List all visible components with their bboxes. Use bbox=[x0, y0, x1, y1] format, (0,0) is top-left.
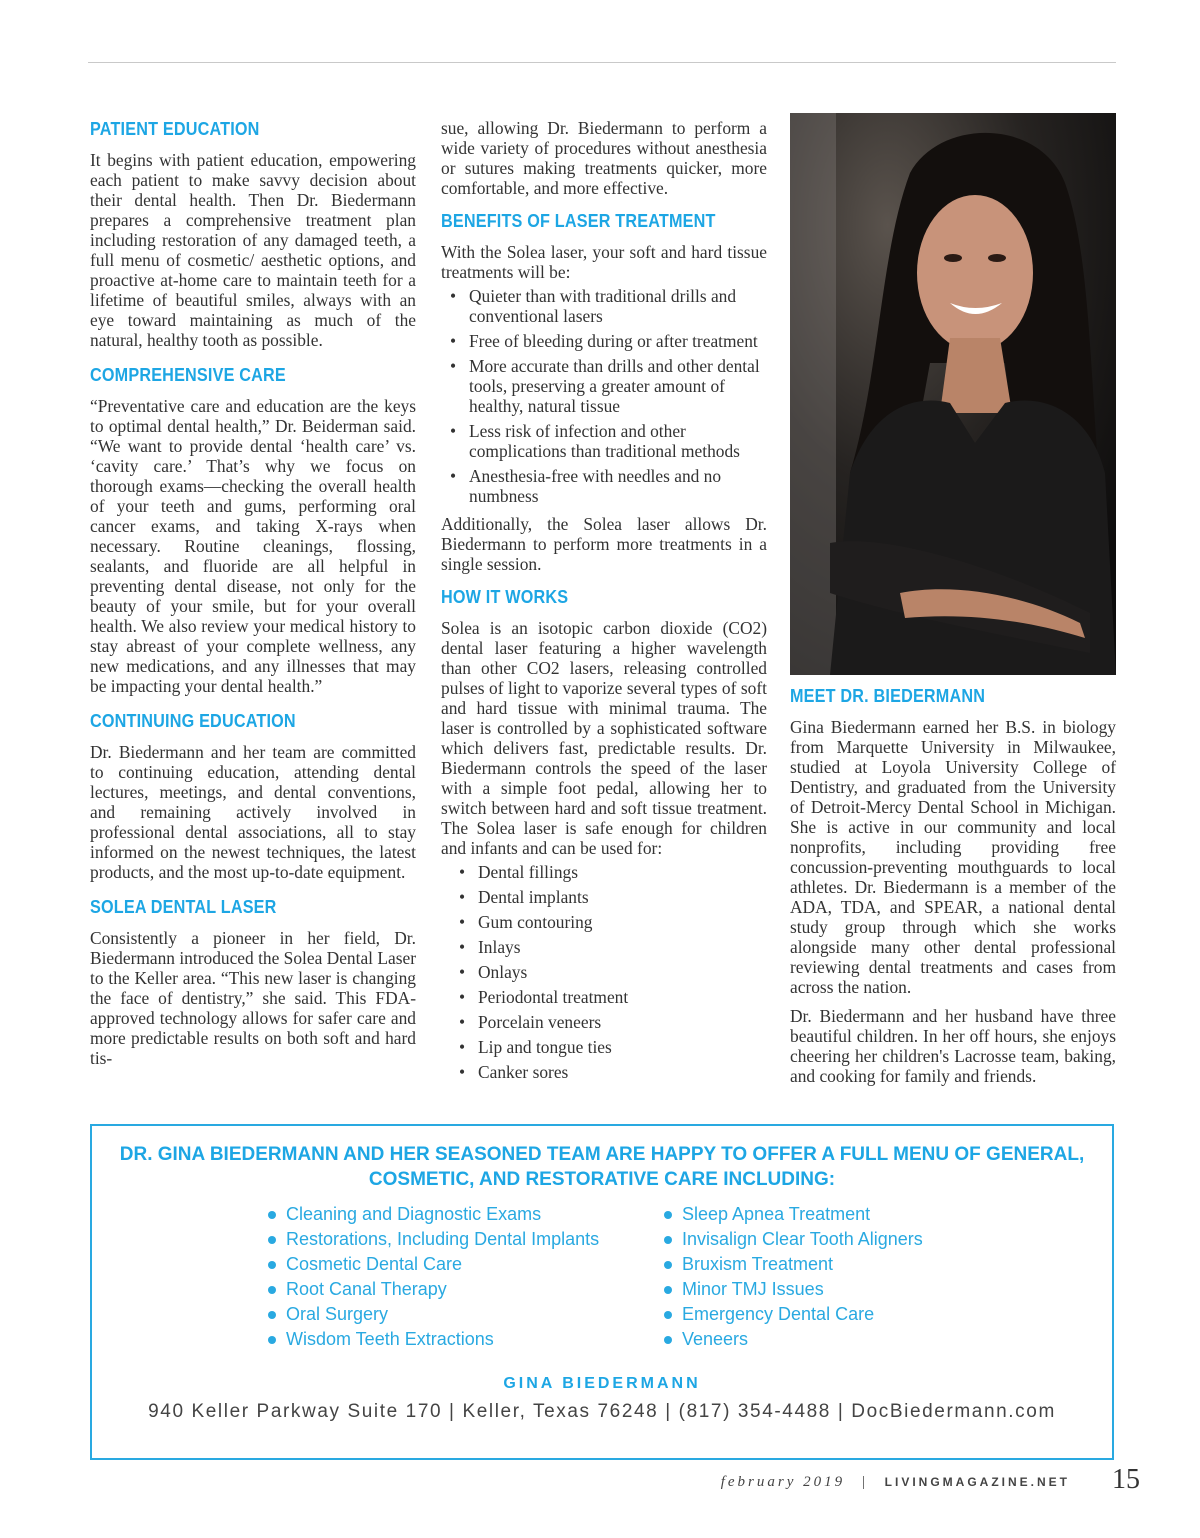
list-item: • Periodontal treatment bbox=[441, 987, 767, 1007]
callout-heading-line-1: DR. GINA BIEDERMANN AND HER SEASONED TEAM ARE HAPPY TO OFFER A FULL MENU OF GENERAL, bbox=[119, 1144, 1085, 1165]
benefits-outro: Additionally, the Solea laser allows Dr. Biedermann to perform more treatments in a single session. bbox=[441, 514, 767, 574]
solea-heading: SOLEA DENTAL LASER bbox=[90, 897, 277, 917]
benefits-heading: BENEFITS OF LASER TREATMENT bbox=[441, 211, 716, 231]
list-item: • Free of bleeding during or after treatment bbox=[441, 331, 767, 351]
services-callout-box bbox=[90, 1124, 1114, 1460]
footer-separator: | bbox=[861, 1474, 868, 1490]
comprehensive-care-heading: COMPREHENSIVE CARE bbox=[90, 365, 286, 385]
patient-education-body: It begins with patient education, empowering each patient to make savvy decision about their dental health. Then Dr. Biedermann prepares a comprehensive treatment plan including restoration of any damaged teeth, a full menu of cosmetic/ aesthetic options, and proactive at-home care to maintain teeth for a lifetime of beautiful smiles, always with an eye toward maintaining as much of the natural, healthy tooth as possible. bbox=[90, 150, 416, 350]
services-list-right bbox=[664, 1202, 923, 1352]
list-item: • Inlays bbox=[441, 937, 767, 957]
list-item: Bruxism Treatment bbox=[664, 1252, 923, 1277]
list-item: Wisdom Teeth Extractions bbox=[268, 1327, 599, 1352]
meet-section bbox=[790, 685, 1116, 1095]
benefits-list bbox=[441, 286, 767, 506]
meet-body: Gina Biedermann earned her B.S. in biology from Marquette University in Milwaukee, studied at Loyola University College of Dentistry, and graduated from the University of Detroit-Mercy Dental School in Michigan. She is active in our community and local nonprofits, including providing free concussion-preventing mouthguards to local athletes. Dr. Biedermann is a member of the ADA, TDA, and SPEAR, a national dental study group through which she works alongside many other dental professional reviewing dental treatments and cases from across the nation. bbox=[790, 717, 1116, 997]
how-it-works-heading: HOW IT WORKS bbox=[441, 587, 569, 607]
list-item: • Quieter than with traditional drills and conventional lasers bbox=[441, 286, 767, 326]
continuing-education-heading: CONTINUING EDUCATION bbox=[90, 711, 296, 731]
comprehensive-care-body: “Preventative care and education are the keys to optimal dental health,” Dr. Beiderman said. “We want to provide dental ‘health care’ vs. ‘cavity care.’ That’s why we focus on thorough exams—checking the overall health of your teeth and gums, performing oral cancer exams, and taking X-rays when necessary. Routine cleanings, flossing, sealants, and fluoride are all helpful in preventing dental disease, not only for the beauty of your smile, but for your overall health. We also review your medical history to stay abreast of your complete wellness, any new medications, and any illnesses that may be impacting your dental health.” bbox=[90, 396, 416, 696]
column-2 bbox=[441, 118, 767, 1090]
magazine-site: LIVINGMAGAZINE.NET bbox=[884, 1475, 1070, 1489]
page-footer bbox=[721, 1474, 1070, 1491]
page-number: 15 bbox=[1112, 1464, 1140, 1495]
doctor-portrait-photo bbox=[790, 113, 1116, 675]
callout-heading-line-2: COSMETIC, AND RESTORATIVE CARE INCLUDING: bbox=[368, 1169, 836, 1190]
list-item: Root Canal Therapy bbox=[268, 1277, 599, 1302]
portrait-illustration bbox=[790, 113, 1116, 675]
how-it-works-body: Solea is an isotopic carbon dioxide (CO2) dental laser featuring a higher wavelength than other CO2 lasers, releasing controlled pulses of light to vaporize several types of soft and hard tissue with minimal trauma. The laser is controlled by a sophisticated software which delivers fast, predictable results. Dr. Biedermann controls the speed of the laser with a simple foot pedal, allowing her to switch between hard and soft tissue treatment. The Solea laser is safe enough for children and infants and can be used for: bbox=[441, 618, 767, 858]
list-item: Restorations, Including Dental Implants bbox=[268, 1227, 599, 1252]
issue-date: february 2019 bbox=[720, 1474, 846, 1490]
uses-list bbox=[441, 862, 767, 1082]
services-list-left bbox=[268, 1202, 599, 1352]
list-item: Emergency Dental Care bbox=[664, 1302, 923, 1327]
benefits-intro: With the Solea laser, your soft and hard tissue treatments will be: bbox=[441, 242, 767, 282]
list-item: • Gum contouring bbox=[441, 912, 767, 932]
list-item: Invisalign Clear Tooth Aligners bbox=[664, 1227, 923, 1252]
list-item: • Dental fillings bbox=[441, 862, 767, 882]
practice-address: 940 Keller Parkway Suite 170 | Keller, Texas 76248 | (817) 354-4488 | DocBiedermann.com bbox=[148, 1401, 1056, 1422]
list-item: • Dental implants bbox=[441, 887, 767, 907]
list-item: Cosmetic Dental Care bbox=[268, 1252, 599, 1277]
solea-body: Consistently a pioneer in her field, Dr. Biedermann introduced the Solea Dental Laser to the Keller area. “This new laser is changing the face of dentistry,” she said. This FDA-approved technology allows for safer care and more predictable results on both soft and hard tis- bbox=[90, 928, 416, 1068]
meet-heading: MEET DR. BIEDERMANN bbox=[790, 686, 986, 706]
list-item: • Canker sores bbox=[441, 1062, 767, 1082]
patient-education-heading: PATIENT EDUCATION bbox=[90, 119, 260, 139]
list-item: • Lip and tongue ties bbox=[441, 1037, 767, 1057]
column-1 bbox=[90, 118, 416, 1077]
callout-heading bbox=[92, 1142, 1112, 1192]
list-item: Veneers bbox=[664, 1327, 923, 1352]
list-item: Sleep Apnea Treatment bbox=[664, 1202, 923, 1227]
practice-name: GINA BIEDERMANN bbox=[503, 1375, 701, 1392]
list-item: • More accurate than drills and other dental tools, preserving a greater amount of healthy, natural tissue bbox=[441, 356, 767, 416]
continuing-education-body: Dr. Biedermann and her team are committed to continuing education, attending dental lectures, meetings, and dental conventions, and remaining actively involved in professional dental associations, all to stay informed on the newest techniques, the latest products, and the most up-to-date equipment. bbox=[90, 742, 416, 882]
meet-body-family: Dr. Biedermann and her husband have three beautiful children. In her off hours, she enjoys cheering her children's Lacrosse team, baking, and cooking for family and friends. bbox=[790, 1006, 1116, 1086]
list-item: • Onlays bbox=[441, 962, 767, 982]
list-item: Minor TMJ Issues bbox=[664, 1277, 923, 1302]
list-item: • Porcelain veneers bbox=[441, 1012, 767, 1032]
list-item: • Anesthesia-free with needles and no numbness bbox=[441, 466, 767, 506]
list-item: Oral Surgery bbox=[268, 1302, 599, 1327]
solea-body-continued: sue, allowing Dr. Biedermann to perform a wide variety of procedures without anesthesia or sutures making treatments quicker, more comfortable, and more effective. bbox=[441, 118, 767, 198]
top-rule bbox=[88, 62, 1116, 63]
list-item: • Less risk of infection and other complications than traditional methods bbox=[441, 421, 767, 461]
list-item: Cleaning and Diagnostic Exams bbox=[268, 1202, 599, 1227]
